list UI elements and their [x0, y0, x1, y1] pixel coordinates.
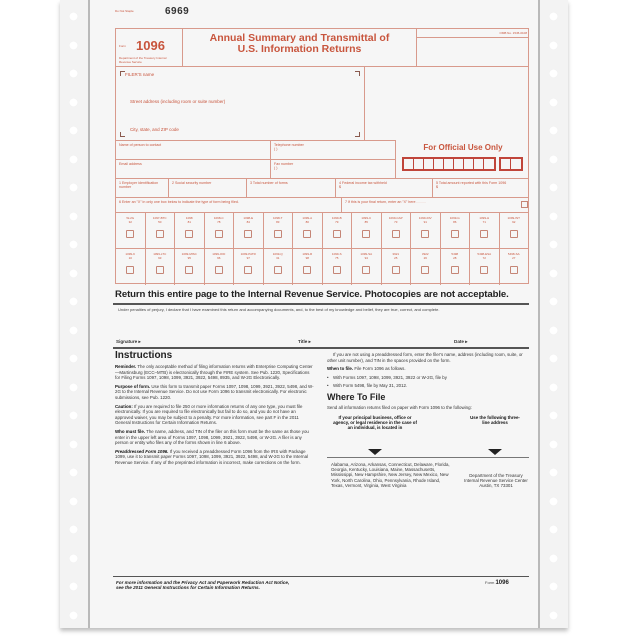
- table-rule: [327, 457, 529, 458]
- form-type-name: 5498-ESA: [477, 252, 492, 256]
- tractor-hole: [69, 497, 78, 506]
- official-use-boxes-main: [402, 157, 496, 171]
- form-type-option[interactable]: [146, 249, 176, 285]
- tractor-hole: [549, 126, 558, 135]
- tractor-hole: [69, 411, 78, 420]
- bracket-bottom-left: [120, 132, 125, 137]
- form-type-option[interactable]: [205, 213, 235, 248]
- arrow-down-icon: [488, 449, 502, 455]
- form-type-name: 1099-G: [449, 216, 460, 220]
- signature-field[interactable]: Signature ▸: [116, 339, 141, 344]
- contact-row-1: [116, 140, 396, 159]
- filer-divider: [364, 67, 365, 140]
- tractor-hole: [69, 269, 78, 278]
- form-type-option[interactable]: [205, 249, 235, 285]
- form-type-code: 80: [305, 219, 309, 224]
- arrow-down-icon: [368, 449, 382, 455]
- signature-rule: [113, 347, 529, 349]
- tractor-hole: [69, 183, 78, 192]
- tractor-hole: [69, 611, 78, 620]
- tractor-hole: [69, 468, 78, 477]
- return-notice: Return this entire page to the Internal Revenue Service. Photocopies are not acceptable.: [115, 289, 509, 300]
- form-type-checkbox[interactable]: [185, 230, 193, 238]
- when-to-file-paragraph: When to file. File Form 1096 as follows.: [327, 366, 406, 372]
- box-5-total-amount[interactable]: 5 Total amount reported with this Form 1096 $: [436, 181, 507, 189]
- form-type-option[interactable]: [175, 249, 205, 285]
- form-type-name: W-2G: [126, 216, 135, 220]
- form-type-code: 73: [394, 219, 398, 224]
- form-type-row-1: [116, 212, 528, 248]
- form-type-name: 3921: [392, 252, 400, 256]
- form-type-option[interactable]: [411, 249, 441, 285]
- tractor-hole: [549, 240, 558, 249]
- instructions-column-right: [327, 352, 527, 530]
- where-to-file-text: Send all information returns filed on paper with Form 1096 to the following:: [327, 404, 472, 410]
- form-type-checkbox[interactable]: [215, 230, 223, 238]
- tractor-hole: [69, 155, 78, 164]
- form-type-option[interactable]: [382, 249, 412, 285]
- form-type-checkbox[interactable]: [156, 230, 164, 238]
- date-field[interactable]: Date ▸: [454, 339, 468, 344]
- filer-name-label: FILER'S name: [125, 72, 155, 77]
- form-type-code: 97: [246, 255, 250, 260]
- form-type-checkbox[interactable]: [215, 266, 223, 274]
- form-type-checkbox[interactable]: [303, 230, 311, 238]
- where-to-file-table: [327, 415, 527, 530]
- form-1096-top: [115, 28, 529, 284]
- telephone-field[interactable]: Telephone number ( ): [271, 141, 396, 159]
- title-field[interactable]: Title ▸: [298, 339, 311, 344]
- city-state-zip-label: City, state, and ZIP code: [130, 127, 179, 132]
- form-type-checkbox[interactable]: [421, 230, 429, 238]
- bracket-bottom-right: [355, 132, 360, 137]
- tractor-hole: [69, 554, 78, 563]
- form-type-checkbox[interactable]: [274, 266, 282, 274]
- form-type-name: 1099-S: [331, 252, 342, 256]
- tractor-hole: [69, 383, 78, 392]
- form-type-checkbox[interactable]: [126, 230, 134, 238]
- form-type-name: 1099-PATR: [240, 252, 256, 256]
- form-type-name: 1099-C: [361, 216, 372, 220]
- form-type-name: 1099-B: [331, 216, 342, 220]
- form-type-code: 91: [423, 219, 427, 224]
- form-type-option[interactable]: [500, 249, 529, 285]
- address-column-header: Use the following three-line address: [470, 414, 520, 425]
- footer-form-id: Form 1096: [485, 580, 509, 586]
- tractor-hole: [69, 582, 78, 591]
- contact-row-2: [116, 159, 396, 178]
- form-type-option[interactable]: [293, 213, 323, 248]
- tractor-hole: [69, 525, 78, 534]
- street-address-label: Street address (including room or suite number): [130, 99, 226, 104]
- official-use-title: For Official Use Only: [423, 143, 503, 152]
- form-type-option[interactable]: [470, 213, 500, 248]
- tractor-hole: [69, 326, 78, 335]
- form-type-code: 28: [453, 255, 457, 260]
- form-type-code: 83: [276, 219, 280, 224]
- form-type-name: 1099-OID: [212, 252, 226, 256]
- when-bullet-2: • With Form 5498, file by May 31, 2012.: [327, 383, 527, 389]
- form-type-checkbox[interactable]: [185, 266, 193, 274]
- document-code: 6969: [165, 6, 190, 17]
- line-7-final-return: 7 If this is your final return, enter an "X" here . . . . .: [342, 198, 530, 212]
- omb-label: OMB No. 1545-0108: [417, 29, 529, 38]
- form-type-code: 25: [394, 255, 398, 260]
- form-label: Form: [119, 44, 126, 48]
- caution-paragraph: Caution: If you are required to file 250 or more information returns of any one type, you must file electronically. If you are required to file electronically but fail to do so, and you do not have an approved waiver, you may be subject to a penalty. For more information, see part F in the 2011 General Instructions for Certain Information Returns.: [115, 403, 303, 426]
- states-list: Alabama, Arizona, Arkansas, Connecticut, Delaware, Florida, Georgia, Kentucky, Louisiana, Maine, Massachusetts, Mississippi, New Hampshire, New Jersey, New Mexico, New York, North Carolina, Ohio, Pennsylvania, Rhode Island, Texas, Vermont, Virginia, West Virginia: [331, 461, 450, 489]
- form-type-name: 1098: [185, 216, 193, 220]
- form-type-checkbox[interactable]: [480, 230, 488, 238]
- form-type-code: 96: [217, 255, 221, 260]
- form-type-code: 32: [128, 219, 132, 224]
- tractor-hole: [549, 354, 558, 363]
- irs-address: Department of the Treasury Internal Revenue Service Center Austin, TX 73301: [464, 472, 528, 489]
- form-type-checkbox[interactable]: [303, 266, 311, 274]
- form-type-option[interactable]: [411, 213, 441, 248]
- form-type-name: 1099-A: [302, 216, 313, 220]
- line-6-instruction: 6 Enter an "X" in only one box below to indicate the type of form being filed.: [116, 198, 342, 212]
- tractor-hole: [69, 240, 78, 249]
- tractor-hole: [69, 126, 78, 135]
- tractor-hole: [69, 354, 78, 363]
- form-type-code: 26: [423, 255, 427, 260]
- tractor-hole: [549, 155, 558, 164]
- tractor-hole: [549, 383, 558, 392]
- form-type-checkbox[interactable]: [510, 266, 518, 274]
- reminder-paragraph: Reminder. The only acceptable method of filing information returns with Enterprise Computing Center—Martinsburg (ECC–MTB) is electronically through the FIRE system. See Pub. 1220, Specifications for Filing Forms 1097, 1098, 1099, 3921, 3922, 5498, 8935, and W-2G Electronically.: [115, 364, 313, 381]
- instructions-column-left: [115, 350, 315, 469]
- form-type-code: 94: [364, 255, 368, 260]
- form-type-checkbox[interactable]: [333, 266, 341, 274]
- form-type-option[interactable]: [500, 213, 529, 248]
- form-type-checkbox[interactable]: [421, 266, 429, 274]
- when-bullet-1: • With Forms 1097, 1098, 1099, 3921, 3922 or W-2G, file by: [327, 375, 527, 381]
- divider-rule: [113, 303, 529, 305]
- totals-row: [116, 178, 528, 197]
- box-3-total-forms[interactable]: 3 Total number of forms: [247, 179, 336, 197]
- form-id-box: [116, 29, 183, 67]
- form-type-option[interactable]: [323, 213, 353, 248]
- form-type-name: 1099-SA: [360, 252, 373, 256]
- where-to-file-heading: Where To File: [327, 391, 386, 402]
- not-preaddressed-paragraph: If you are not using a preaddressed form, enter the filer's name, address (including room, suite, or other unit number), and TIN in the spaces provided on the form.: [327, 352, 523, 363]
- department-label: Department of the Treasury Internal Revenue Service: [119, 56, 167, 64]
- form-type-code: 95: [187, 255, 191, 260]
- form-type-checkbox[interactable]: [244, 230, 252, 238]
- tractor-hole: [69, 41, 78, 50]
- form-type-name: 1099-DIV: [418, 216, 432, 220]
- tractor-strip-right: [538, 0, 568, 628]
- preaddressed-paragraph: Preaddressed Form 1096. If you received a preaddressed Form 1096 from the IRS with Package 1099, use it to transmit paper Forms 1097, 1098, 1099, 3921, 3922, 5498, and W-2G to the Internal Revenue Service. If any of the preprinted information is incorrect, make corrections on the form.: [115, 448, 308, 465]
- do-not-staple-label: Do Not Staple: [115, 9, 134, 13]
- contact-person-field[interactable]: Name of person to contact: [116, 141, 271, 159]
- purpose-paragraph: Purpose of form. Use this form to transmit paper Forms 1097, 1098, 1099, 3921, 3922, 5498, and W-2G to the Internal Revenue Service. Do not use Form 1096 to transmit electronically. For electronic submissions, see Pub. 1220.: [115, 383, 314, 400]
- form-type-option[interactable]: [234, 249, 264, 285]
- form-type-code: 50: [158, 219, 162, 224]
- tractor-hole: [69, 212, 78, 221]
- form-type-code: 75: [335, 255, 339, 260]
- form-type-checkbox[interactable]: [156, 266, 164, 274]
- form-type-name: 1099-CAP: [388, 216, 403, 220]
- form-type-checkbox[interactable]: [392, 230, 400, 238]
- bracket-top-right: [355, 71, 360, 76]
- form-type-checkbox[interactable]: [244, 266, 252, 274]
- form-type-checkbox[interactable]: [451, 266, 459, 274]
- form-type-name: 1099-R: [302, 252, 313, 256]
- form-type-option[interactable]: [116, 213, 146, 248]
- form-type-checkbox[interactable]: [451, 230, 459, 238]
- tractor-hole: [69, 98, 78, 107]
- form-type-checkbox[interactable]: [510, 230, 518, 238]
- form-type-name: 1098-E: [243, 216, 254, 220]
- tractor-hole: [549, 411, 558, 420]
- tractor-hole: [69, 69, 78, 78]
- form-type-option[interactable]: [470, 249, 500, 285]
- form-type-code: 81: [187, 219, 191, 224]
- form-type-name: 1098-C: [213, 216, 224, 220]
- box-4-tax-withheld[interactable]: 4 Federal income tax withheld $: [336, 179, 433, 197]
- form-type-option[interactable]: [441, 213, 471, 248]
- tractor-hole: [549, 440, 558, 449]
- box-1-ein[interactable]: 1 Employer identification number: [116, 179, 169, 197]
- tractor-hole: [549, 212, 558, 221]
- official-use-boxes-suffix: [499, 157, 523, 171]
- official-use-block: [396, 140, 530, 178]
- tractor-hole: [549, 497, 558, 506]
- footer-rule: [113, 576, 529, 577]
- form-type-name: 5498-SA: [507, 252, 520, 256]
- form-type-name: 1097-BTC: [152, 216, 167, 220]
- email-field[interactable]: Email address: [116, 160, 271, 178]
- form-type-code: 71: [482, 219, 486, 224]
- footer-note: For more information and the Privacy Act and Paperwork Reduction Act Notice, see the 2011 General Instructions for Certain Information Returns.: [116, 580, 290, 591]
- omb-box: [416, 29, 529, 67]
- tractor-hole: [549, 468, 558, 477]
- tractor-hole: [549, 183, 558, 192]
- form-type-code: 27: [512, 255, 516, 260]
- tractor-hole: [549, 98, 558, 107]
- form-type-name: 1099-H: [479, 216, 490, 220]
- tractor-hole: [549, 69, 558, 78]
- form-type-name: 1099-LTC: [153, 252, 167, 256]
- form-type-option[interactable]: [146, 213, 176, 248]
- final-return-checkbox[interactable]: [521, 201, 528, 208]
- form-type-name: 1098-T: [272, 216, 283, 220]
- tractor-hole: [549, 12, 558, 21]
- form-type-option[interactable]: [116, 249, 146, 285]
- who-must-file-paragraph: Who must file. The name, address, and TIN of the filer on this form must be the same as those you enter in the upper left area of Forms 1097, 1098, 1099, 3921, 3922, 5498, or W-2G. A filer is any person or entity who files any of the forms shown in line 6 above.: [115, 428, 309, 446]
- filer-address-block[interactable]: [116, 67, 364, 139]
- title-line-2: U.S. Information Returns: [237, 43, 362, 55]
- perjury-statement: Under penalties of perjury, I declare that I have examined this return and accompanying documents, and, to the best of my knowledge and belief, they are true, correct, and complete.: [118, 307, 440, 312]
- tractor-hole: [549, 582, 558, 591]
- form-type-checkbox[interactable]: [480, 266, 488, 274]
- form-type-option[interactable]: [264, 213, 294, 248]
- form-type-code: 31: [276, 255, 280, 260]
- title-line-1: Annual Summary and Transmittal of: [209, 32, 390, 44]
- form-type-code: 98: [305, 255, 309, 260]
- tractor-hole: [549, 525, 558, 534]
- form-type-option[interactable]: [382, 213, 412, 248]
- form-type-checkbox[interactable]: [392, 266, 400, 274]
- form-type-option[interactable]: [234, 213, 264, 248]
- instructions-heading: Instructions: [115, 350, 173, 361]
- tractor-hole: [549, 326, 558, 335]
- form-type-name: 5498: [451, 252, 459, 256]
- form-type-option[interactable]: [175, 213, 205, 248]
- form-type-option[interactable]: [441, 249, 471, 285]
- form-type-code: 85: [364, 219, 368, 224]
- form-title: [183, 29, 416, 67]
- form-type-code: 92: [512, 219, 516, 224]
- tractor-hole: [549, 297, 558, 306]
- tractor-hole: [549, 554, 558, 563]
- form-type-row-2: [116, 248, 528, 285]
- tractor-hole: [549, 611, 558, 620]
- tractor-hole: [69, 440, 78, 449]
- form-type-code: 72: [482, 255, 486, 260]
- tractor-hole: [549, 269, 558, 278]
- tractor-hole: [69, 297, 78, 306]
- box-2-ssn[interactable]: 2 Social security number: [169, 179, 247, 197]
- fax-field[interactable]: Fax number ( ): [271, 160, 396, 178]
- form-type-option[interactable]: [323, 249, 353, 285]
- form-type-grid: [116, 212, 528, 285]
- form-type-option[interactable]: [264, 249, 294, 285]
- line-6-7-row: [116, 197, 528, 212]
- form-type-name: 1099-Q: [272, 252, 283, 256]
- location-column-header: If your principal business, office or agency, or legal residence in the case of an individual, is located in: [333, 414, 417, 430]
- form-type-name: 1099-MISC: [181, 252, 197, 256]
- form-type-checkbox[interactable]: [362, 266, 370, 274]
- form-type-option[interactable]: [293, 249, 323, 285]
- form-type-option[interactable]: [352, 213, 382, 248]
- tractor-hole: [69, 12, 78, 21]
- form-type-code: 10: [128, 255, 132, 260]
- form-number: 1096: [136, 38, 165, 53]
- tractor-hole: [549, 41, 558, 50]
- form-type-option[interactable]: [352, 249, 382, 285]
- form-type-code: 93: [158, 255, 162, 260]
- form-type-code: 79: [335, 219, 339, 224]
- form-type-checkbox[interactable]: [333, 230, 341, 238]
- form-type-checkbox[interactable]: [274, 230, 282, 238]
- tractor-strip-left: [60, 0, 90, 628]
- form-type-code: 78: [217, 219, 221, 224]
- form-type-code: 86: [453, 219, 457, 224]
- form-type-name: 1099-K: [125, 252, 136, 256]
- form-type-name: 1099-INT: [507, 216, 520, 220]
- form-type-checkbox[interactable]: [362, 230, 370, 238]
- form-type-checkbox[interactable]: [126, 266, 134, 274]
- form-type-name: 3922: [421, 252, 429, 256]
- form-type-code: 84: [246, 219, 250, 224]
